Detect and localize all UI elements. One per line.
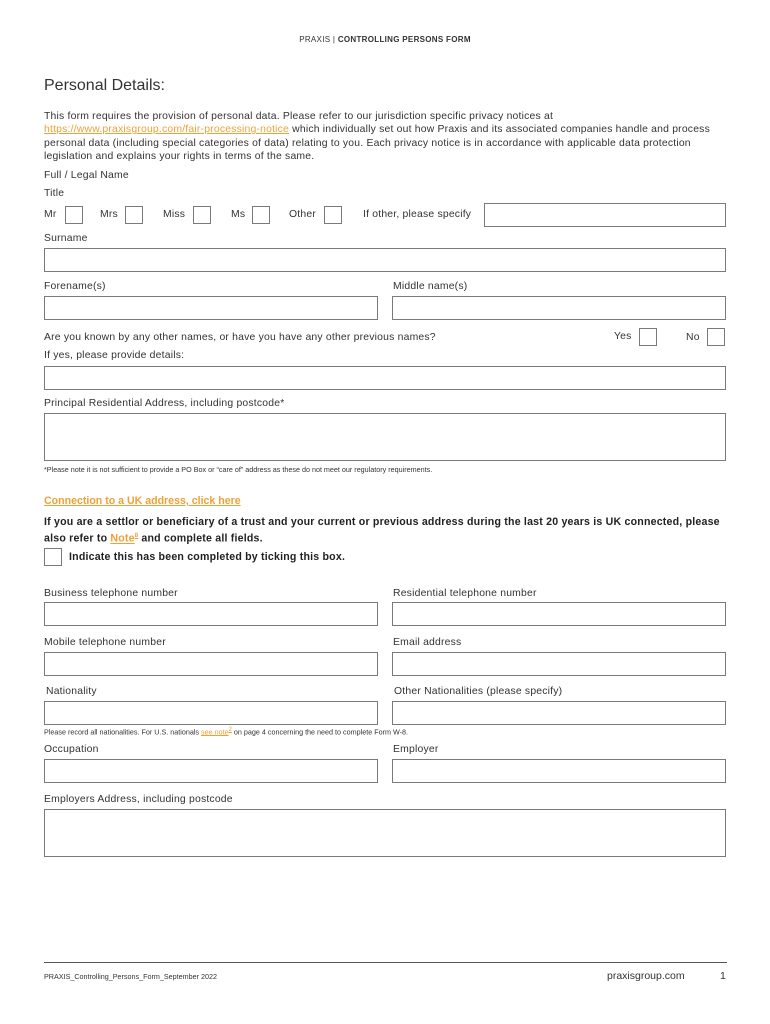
section-title: Personal Details: [44, 77, 165, 94]
other-names-details-input[interactable] [44, 366, 726, 390]
other-names-no-checkbox[interactable] [707, 328, 725, 346]
privacy-text-1: This form requires the provision of personal data. Please refer to our jurisdiction specific privacy notices at [44, 111, 554, 122]
email-input[interactable] [392, 652, 726, 676]
other-nationalities-input[interactable] [392, 701, 726, 725]
uk-note-sup: 8 [134, 533, 139, 539]
nationality-input[interactable] [44, 701, 378, 725]
if-yes-label: If yes, please provide details: [44, 350, 185, 361]
title-label: Title [44, 188, 65, 199]
middle-names-label: Middle name(s) [393, 281, 468, 292]
full-legal-name-label: Full / Legal Name [44, 170, 129, 181]
other-names-question: Are you known by any other names, or have you have any other previous names? [44, 332, 436, 343]
principal-address-label: Principal Residential Address, including postcode* [44, 398, 285, 409]
title-option-mrs-label: Mrs [100, 209, 118, 220]
business-tel-input[interactable] [44, 602, 378, 626]
title-option-other-label: Other [289, 209, 316, 220]
nationality-note-sup: 2 [228, 727, 232, 733]
middle-names-input[interactable] [392, 296, 726, 320]
footer-divider [44, 962, 727, 963]
business-tel-label: Business telephone number [44, 588, 178, 599]
page-header [0, 35, 770, 44]
nationality-see-note-link[interactable]: see note [201, 727, 229, 737]
email-label: Email address [393, 637, 462, 648]
other-names-yes-checkbox[interactable] [639, 328, 657, 346]
other-names-no-label: No [686, 332, 700, 343]
mobile-tel-label: Mobile telephone number [44, 637, 166, 648]
privacy-text-2: which individually set out how Praxis and its associated companies handle and process personal data (including special categories of data) relating to you. Each privacy notice is in accordance with applicable data protection legislation and explains your rights in terms of the same. [44, 124, 710, 162]
employer-input[interactable] [392, 759, 726, 783]
uk-note-link[interactable]: Note [110, 532, 135, 545]
employer-address-input[interactable] [44, 809, 726, 857]
form-title: CONTROLLING PERSONS FORM [337, 35, 471, 44]
forenames-label: Forename(s) [44, 281, 106, 292]
employer-address-label: Employers Address, including postcode [44, 794, 233, 805]
residential-tel-input[interactable] [392, 602, 726, 626]
privacy-notice-link[interactable]: https://www.praxisgroup.com/fair-processing-notice [44, 124, 290, 136]
mobile-tel-input[interactable] [44, 652, 378, 676]
residential-tel-label: Residential telephone number [393, 588, 537, 599]
employer-label: Employer [393, 744, 439, 755]
occupation-input[interactable] [44, 759, 378, 783]
privacy-paragraph [44, 110, 734, 163]
other-names-yes-label: Yes [614, 331, 632, 342]
uk-address-link[interactable]: Connection to a UK address, click here [44, 495, 241, 507]
surname-input[interactable] [44, 248, 726, 272]
title-miss-checkbox[interactable] [193, 206, 211, 224]
uk-text-1: If you are a settlor or beneficiary of a trust and your current or previous address during the last 20 years is UK connected, please also refer to [44, 516, 720, 545]
surname-label: Surname [44, 233, 88, 244]
brand-name: PRAXIS [299, 35, 331, 44]
principal-address-input[interactable] [44, 413, 726, 461]
title-option-ms-label: Ms [231, 209, 246, 220]
footer-page-number: 1 [720, 970, 726, 982]
header-separator: | [332, 35, 336, 44]
other-nationalities-label: Other Nationalities (please specify) [394, 686, 563, 697]
occupation-label: Occupation [44, 744, 99, 755]
footer-website: praxisgroup.com [607, 970, 685, 982]
uk-completed-checkbox[interactable] [44, 548, 62, 566]
title-option-miss-label: Miss [163, 209, 186, 220]
uk-completed-label: Indicate this has been completed by ticking this box. [69, 551, 346, 563]
uk-text-2: and complete all fields. [138, 532, 263, 545]
nationality-note-1: Please record all nationalities. For U.S. nationals [44, 727, 202, 737]
if-other-label: If other, please specify [363, 209, 472, 220]
footer-doc-name: PRAXIS_Controlling_Persons_Form_September 2022 [44, 972, 217, 981]
title-mr-checkbox[interactable] [65, 206, 83, 224]
title-other-input[interactable] [484, 203, 726, 227]
title-mrs-checkbox[interactable] [125, 206, 143, 224]
title-other-checkbox[interactable] [324, 206, 342, 224]
title-option-mr-label: Mr [44, 209, 57, 220]
title-ms-checkbox[interactable] [252, 206, 270, 224]
nationality-note [44, 727, 408, 736]
nationality-note-2: on page 4 concerning the need to complete Form W-8. [231, 727, 408, 737]
po-box-note: *Please note it is not sufficient to provide a PO Box or “care of” address as these do not meet our regulatory requirements. [44, 465, 433, 474]
nationality-label: Nationality [46, 686, 97, 697]
uk-connection-text [44, 515, 734, 546]
forenames-input[interactable] [44, 296, 378, 320]
